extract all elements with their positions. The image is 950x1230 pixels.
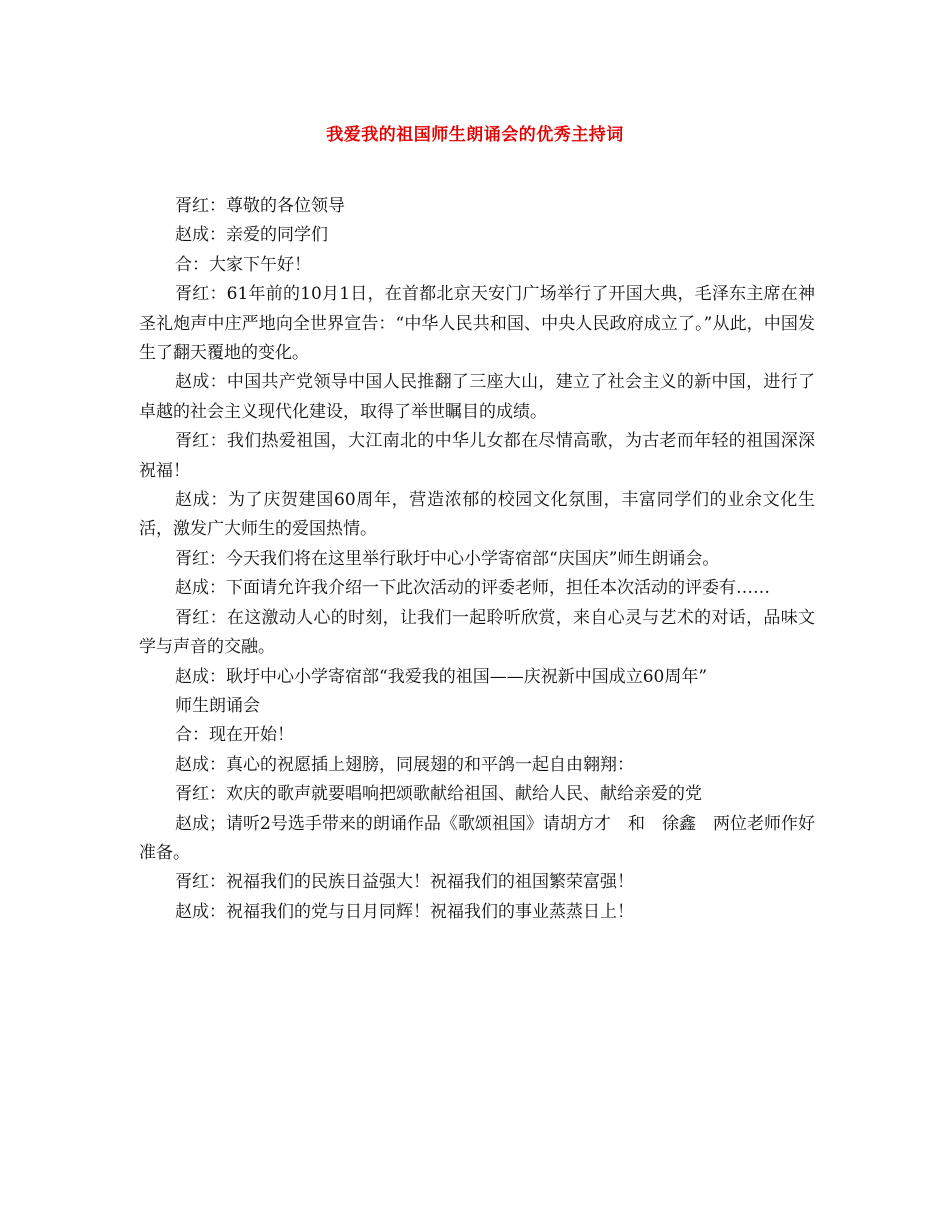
paragraph: 胥红：尊敬的各位领导 [175,196,345,216]
paragraph: 赵成：祝福我们的党与日月同辉！祝福我们的事业蒸蒸日上！ [175,901,634,922]
paragraph: 胥红：61年前的10月1日，在首都北京天安门广场举行了开国大典，毛泽东主席在神圣礼炮声中庄严地向全世界宣告：“中华人民共和国、中央人民政府成立了。”从此，中国发生了翻天覆地的变化。 [139,284,815,364]
paragraph: 胥红：欢庆的歌声就要唱响把颂歌献给祖国、献给人民、献给亲爱的党 [175,784,702,805]
document-title: 我爱我的祖国师生朗诵会的优秀主持词 [326,125,624,145]
paragraph: 赵成：真心的祝愿插上翅膀，同展翅的和平鸽一起自由翱翔： [175,754,634,775]
paragraph: 赵成：下面请允许我介绍一下此次活动的评委老师，担任本次活动的评委有…… [175,578,770,599]
paragraph: 胥红：祝福我们的民族日益强大！祝福我们的祖国繁荣富强！ [175,872,634,893]
paragraph: 赵成：亲爱的同学们 [175,225,328,246]
paragraph: 赵成：为了庆贺建国60周年，营造浓郁的校园文化氛围，丰富同学们的业余文化生活，激发广大师生的爱国热情。 [139,490,815,540]
paragraph: 师生朗诵会 [175,695,260,716]
paragraph: 合：现在开始！ [175,725,294,746]
paragraph: 赵成：耿圩中心小学寄宿部“我爱我的祖国——庆祝新中国成立60周年” [175,666,708,687]
document-body [139,192,815,927]
paragraph: 赵成；请听2号选手带来的朗诵作品《歌颂祖国》请胡方才 和 徐鑫 两位老师作好准备。 [139,813,815,863]
paragraph: 合：大家下午好！ [175,254,311,275]
paragraph: 胥红：我们热爱祖国，大江南北的中华儿女都在尽情高歌，为古老而年轻的祖国深深祝福！ [139,431,815,481]
paragraph: 赵成：中国共产党领导中国人民推翻了三座大山，建立了社会主义的新中国，进行了卓越的社会主义现代化建设，取得了举世瞩目的成绩。 [139,372,815,422]
paragraph: 胥红：在这激动人心的时刻，让我们一起聆听欣赏，来自心灵与艺术的对话，品味文学与声音的交融。 [139,607,815,658]
paragraph: 胥红：今天我们将在这里举行耿圩中心小学寄宿部“庆国庆”师生朗诵会。 [175,548,720,569]
